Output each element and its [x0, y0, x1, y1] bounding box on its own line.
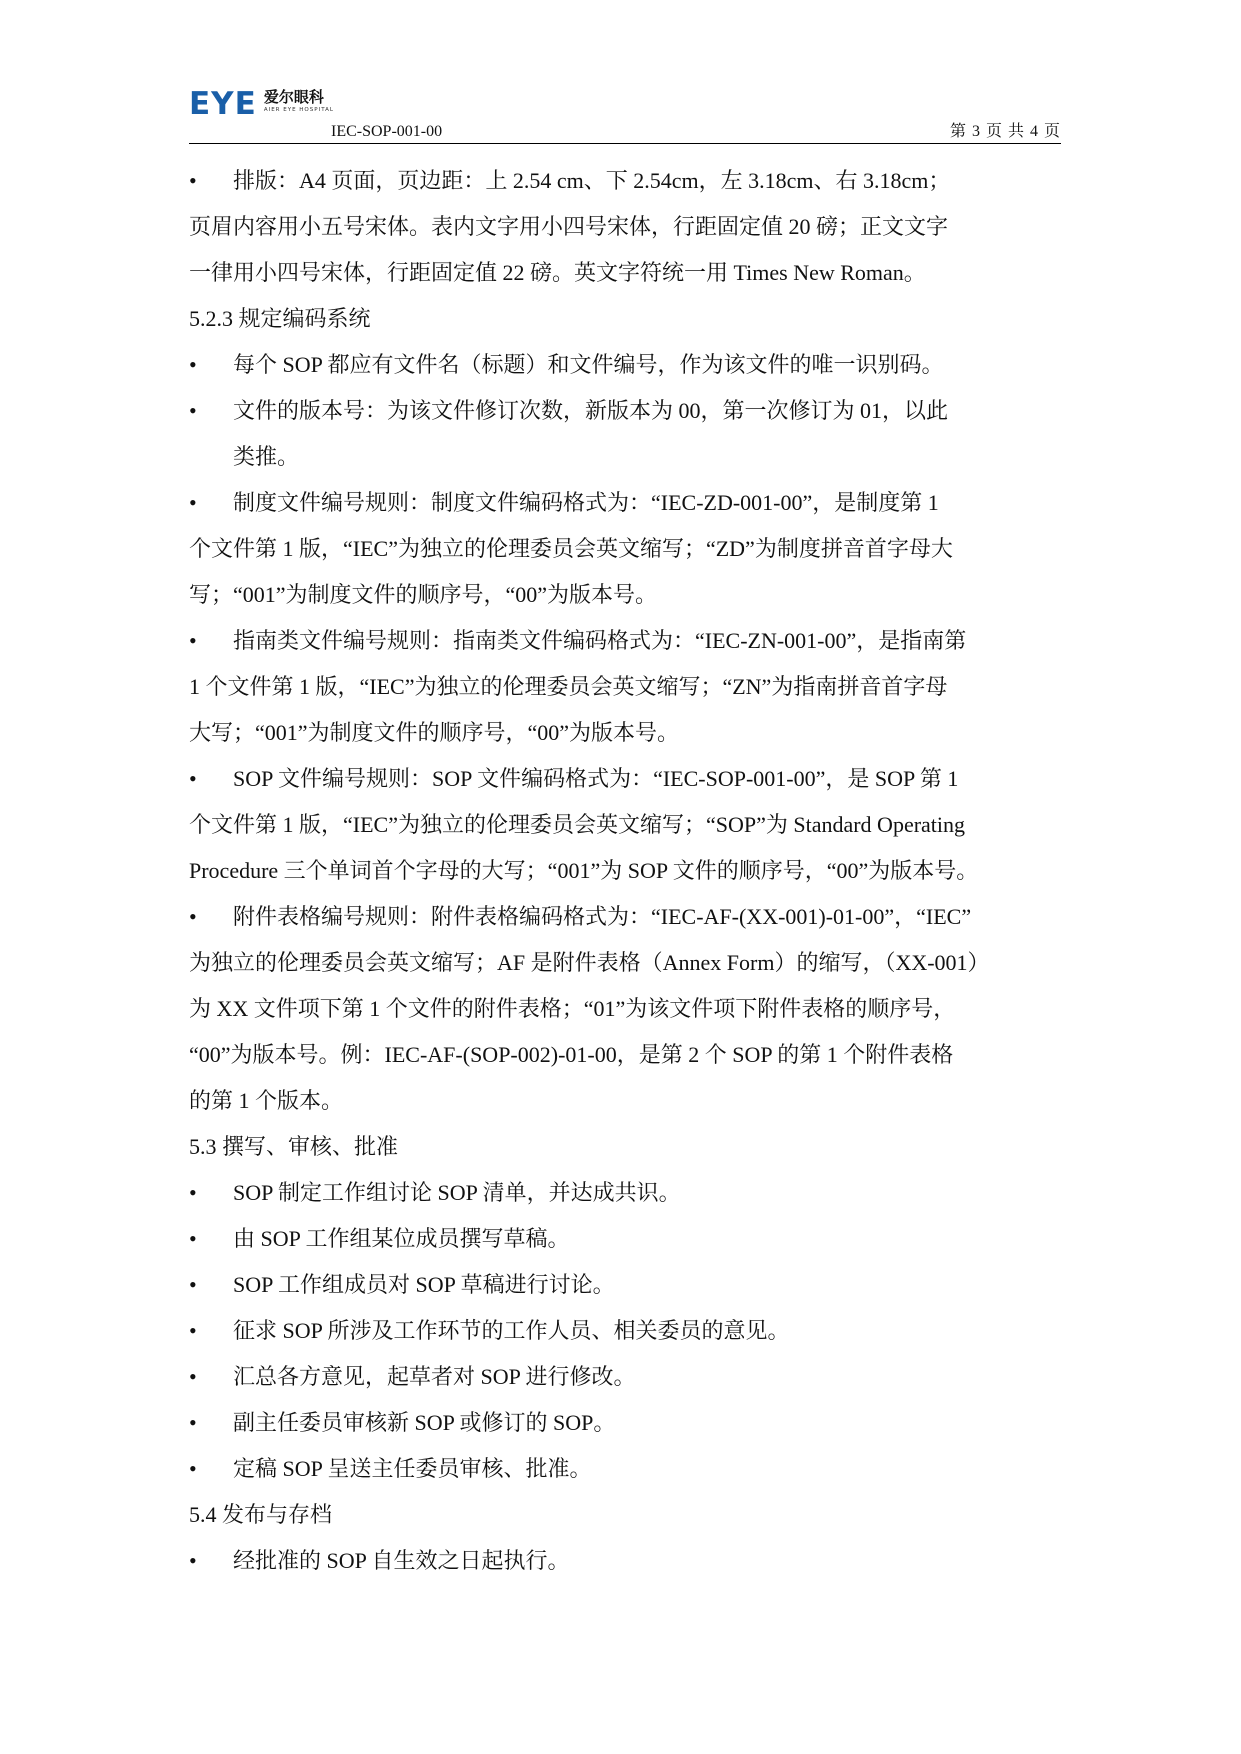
line-text: 5.3 撰写、审核、批准: [189, 1134, 399, 1159]
bullet-marker: •: [189, 490, 197, 515]
paragraph-line: [189, 1032, 1061, 1078]
line-text: 个文件第 1 版，“IEC”为独立的伦理委员会英文缩写；“SOP”为 Standard Operating: [189, 812, 966, 837]
logo-english-name: AIER EYE HOSPITAL: [263, 107, 334, 113]
line-text: 一律用小四号宋体，行距固定值 22 磅。英文字符统一用 Times New Roman。: [189, 260, 926, 285]
bullet-marker: •: [189, 1548, 197, 1573]
page-header: [189, 82, 1061, 144]
bullet-marker: •: [189, 904, 197, 929]
line-text: 排版：A4 页面，页边距：上 2.54 cm、下 2.54cm，左 3.18cm、右 3.18cm；: [233, 168, 951, 193]
line-text: SOP 文件编号规则：SOP 文件编码格式为：“IEC-SOP-001-00”，是 SOP 第 1: [233, 766, 959, 791]
logo-text: [264, 88, 334, 114]
line-text: SOP 工作组成员对 SOP 草稿进行讨论。: [233, 1272, 615, 1297]
bullet-item: [189, 1354, 1061, 1400]
document-id: IEC-SOP-001-00: [331, 123, 443, 140]
bullet-marker: •: [189, 1272, 197, 1297]
line-text: 为 XX 文件项下第 1 个文件的附件表格；“01”为该文件项下附件表格的顺序号，: [189, 996, 956, 1021]
paragraph-line: [189, 526, 1061, 572]
paragraph-line: [189, 434, 1061, 480]
bullet-marker: •: [189, 352, 197, 377]
aier-eye-logo: [189, 88, 334, 128]
line-text: 制度文件编号规则：制度文件编码格式为：“IEC-ZD-001-00”，是制度第 1: [233, 490, 939, 515]
line-text: 5.4 发布与存档: [189, 1502, 333, 1527]
paragraph-line: [189, 940, 1061, 986]
line-text: 为独立的伦理委员会英文缩写；AF 是附件表格（Annex Form）的缩写，（XX-001）: [189, 950, 990, 975]
paragraph-line: [189, 1078, 1061, 1124]
paragraph-line: [189, 204, 1061, 250]
logo-mark: EYE: [189, 86, 257, 122]
bullet-marker: •: [189, 766, 197, 791]
bullet-item: [189, 756, 1061, 802]
bullet-item: [189, 1216, 1061, 1262]
bullet-item: [189, 388, 1061, 434]
header-divider: [189, 143, 1061, 144]
line-text: Procedure 三个单词首个字母的大写；“001”为 SOP 文件的顺序号，“00”为版本号。: [189, 858, 979, 883]
bullet-item: [189, 1170, 1061, 1216]
section-heading: [189, 1492, 1061, 1538]
bullet-item: [189, 1308, 1061, 1354]
line-text: 每个 SOP 都应有文件名（标题）和文件编号，作为该文件的唯一识别码。: [233, 352, 944, 377]
line-text: 的第 1 个版本。: [189, 1088, 344, 1113]
bullet-item: [189, 480, 1061, 526]
line-text: 定稿 SOP 呈送主任委员审核、批准。: [233, 1456, 592, 1481]
bullet-item: [189, 158, 1061, 204]
document-body: [189, 158, 1061, 1584]
paragraph-line: [189, 986, 1061, 1032]
line-text: 附件表格编号规则：附件表格编码格式为：“IEC-AF-(XX-001)-01-00”，“IEC”: [233, 904, 972, 929]
bullet-item: [189, 342, 1061, 388]
bullet-marker: •: [189, 1410, 197, 1435]
logo-chinese-name: 爱尔眼科: [263, 88, 324, 106]
section-heading: [189, 1124, 1061, 1170]
bullet-item: [189, 1400, 1061, 1446]
paragraph-line: [189, 802, 1061, 848]
bullet-item: [189, 1538, 1061, 1584]
paragraph-line: [189, 710, 1061, 756]
bullet-marker: •: [189, 1318, 197, 1343]
line-text: “00”为版本号。例：IEC-AF-(SOP-002)-01-00，是第 2 个 SOP 的第 1 个附件表格: [189, 1042, 954, 1067]
line-text: 指南类文件编号规则：指南类文件编码格式为：“IEC-ZN-001-00”，是指南第: [233, 628, 967, 653]
line-text: 个文件第 1 版，“IEC”为独立的伦理委员会英文缩写；“ZD”为制度拼音首字母大: [189, 536, 953, 561]
line-text: 写；“001”为制度文件的顺序号，“00”为版本号。: [189, 582, 658, 607]
section-heading: [189, 296, 1061, 342]
bullet-marker: •: [189, 1180, 197, 1205]
line-text: 文件的版本号：为该文件修订次数，新版本为 00，第一次修订为 01，以此: [233, 398, 949, 423]
bullet-item: [189, 894, 1061, 940]
bullet-marker: •: [189, 1226, 197, 1251]
line-text: SOP 制定工作组讨论 SOP 清单，并达成共识。: [233, 1180, 681, 1205]
page-number: 第 3 页 共 4 页: [949, 123, 1061, 140]
bullet-marker: •: [189, 1456, 197, 1481]
bullet-item: [189, 1262, 1061, 1308]
paragraph-line: [189, 572, 1061, 618]
bullet-item: [189, 1446, 1061, 1492]
line-text: 类推。: [233, 444, 300, 469]
paragraph-line: [189, 848, 1061, 894]
line-text: 征求 SOP 所涉及工作环节的工作人员、相关委员的意见。: [233, 1318, 790, 1343]
line-text: 经批准的 SOP 自生效之日起执行。: [233, 1548, 570, 1573]
line-text: 大写；“001”为制度文件的顺序号，“00”为版本号。: [189, 720, 680, 745]
bullet-item: [189, 618, 1061, 664]
bullet-marker: •: [189, 1364, 197, 1389]
paragraph-line: [189, 664, 1061, 710]
line-text: 页眉内容用小五号宋体。表内文字用小四号宋体，行距固定值 20 磅；正文文字: [189, 214, 949, 239]
line-text: 5.2.3 规定编码系统: [189, 306, 371, 331]
line-text: 1 个文件第 1 版，“IEC”为独立的伦理委员会英文缩写；“ZN”为指南拼音首字母: [189, 674, 948, 699]
bullet-marker: •: [189, 398, 197, 423]
bullet-marker: •: [189, 628, 197, 653]
line-text: 副主任委员审核新 SOP 或修订的 SOP。: [233, 1410, 616, 1435]
paragraph-line: [189, 250, 1061, 296]
line-text: 汇总各方意见，起草者对 SOP 进行修改。: [233, 1364, 636, 1389]
bullet-marker: •: [189, 168, 197, 193]
line-text: 由 SOP 工作组某位成员撰写草稿。: [233, 1226, 570, 1251]
